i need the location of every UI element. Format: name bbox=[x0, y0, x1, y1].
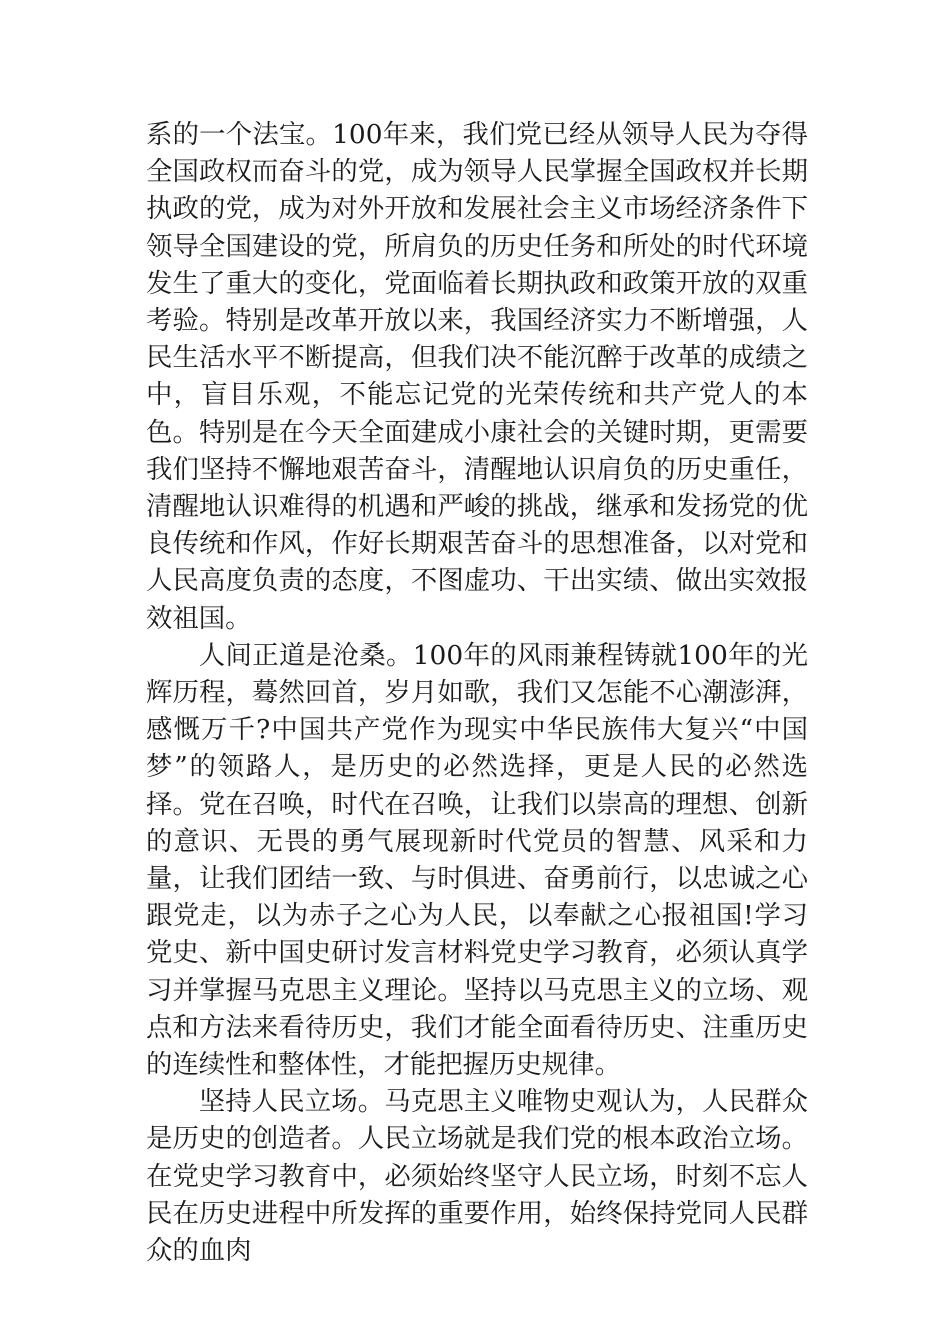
paragraph-3: 坚持人民立场。马克思主义唯物史观认为，人民群众是历史的创造者。人民立场就是我们党的根本政治立场。在党史学习教育中，必须始终坚守人民立场，时刻不忘人民在历史进程中所发挥的重要作用，始终保持党同人民群众的血肉 bbox=[146, 1086, 808, 1267]
document-page bbox=[146, 116, 808, 1269]
paragraph-2: 人间正道是沧桑。100年的风雨兼程铸就100年的光辉历程，蓦然回首，岁月如歌，我们又怎能不心潮澎湃，感慨万千?中国共产党作为现实中华民族伟大复兴“中国梦”的领路人，是历史的必然选择，更是人民的必然选择。党在召唤，时代在召唤，让我们以崇高的理想、创新的意识、无畏的勇气展现新时代党员的智慧、风采和力量，让我们团结一致、与时俱进、奋勇前行，以忠诚之心跟党走，以为赤子之心为人民，以奉献之心报祖国!学习党史、新中国史研讨发言材料党史学习教育，必须认真学习并掌握马克思主义理论。坚持以马克思主义的立场、观点和方法来看待历史，我们才能全面看待历史、注重历史的连续性和整体性，才能把握历史规律。 bbox=[146, 639, 808, 1081]
paragraph-1: 系的一个法宝。100年来，我们党已经从领导人民为夺得全国政权而奋斗的党，成为领导人民掌握全国政权并长期执政的党，成为对外开放和发展社会主义市场经济条件下领导全国建设的党，所肩负的历史任务和所处的时代环境发生了重大的变化，党面临着长期执政和政策开放的双重考验。特别是改革开放以来，我国经济实力不断增强，人民生活水平不断提高，但我们决不能沉醉于改革的成绩之中，盲目乐观，不能忘记党的光荣传统和共产党人的本色。特别是在今天全面建成小康社会的关键时期，更需要我们坚持不懈地艰苦奋斗，清醒地认识肩负的历史重任，清醒地认识难得的机遇和严峻的挑战，继承和发扬党的优良传统和作风，作好长期艰苦奋斗的思想准备，以对党和人民高度负责的态度，不图虚功、干出实绩、做出实效报效祖国。 bbox=[146, 119, 808, 634]
